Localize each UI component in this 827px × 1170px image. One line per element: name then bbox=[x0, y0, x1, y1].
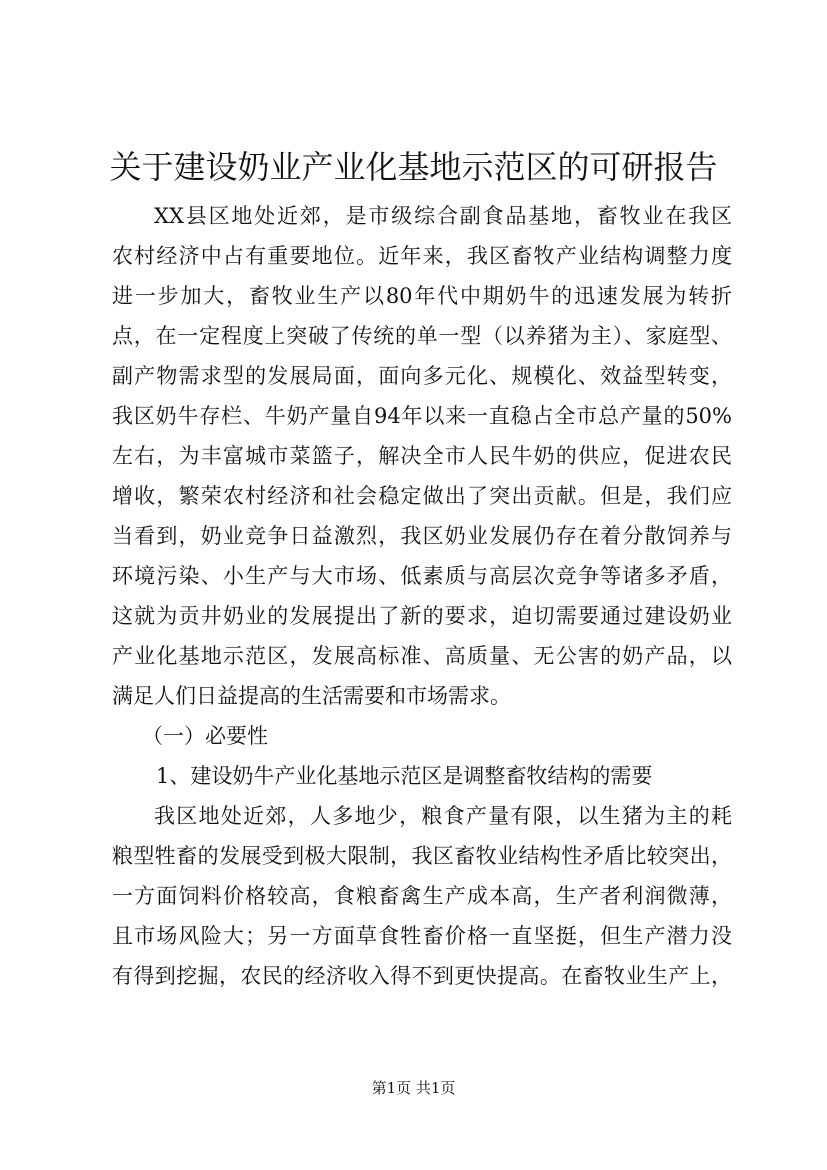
page-footer: 第1页 共1页 bbox=[371, 1079, 456, 1097]
paragraph-line: 粮型牲畜的发展受到极大限制，我区畜牧业结构性矛盾比较突出， bbox=[112, 844, 732, 868]
paragraph-line: 左右，为丰富城市菜篮子，解决全市人民牛奶的供应，促进农民 bbox=[112, 444, 732, 468]
paragraph-line: 我区地处近郊，人多地少，粮食产量有限，以生猪为主的耗 bbox=[154, 804, 732, 828]
subsection-heading: 1、建设奶牛产业化基地示范区是调整畜牧结构的需要 bbox=[156, 764, 653, 788]
document-body bbox=[112, 196, 732, 996]
document-title: 关于建设奶业产业化基地示范区的可研报告 bbox=[109, 148, 718, 186]
paragraph-line: 产业化基地示范区，发展高标准、高质量、无公害的奶产品，以 bbox=[112, 644, 732, 668]
paragraph-line: 满足人们日益提高的生活需要和市场需求。 bbox=[112, 684, 511, 708]
paragraph-line: 增收，繁荣农村经济和社会稳定做出了突出贡献。但是，我们应 bbox=[112, 484, 732, 508]
paragraph-line: 有得到挖掘，农民的经济收入得不到更快提高。在畜牧业生产上， bbox=[112, 964, 732, 988]
paragraph-line: 且市场风险大；另一方面草食牲畜价格一直坚挺，但生产潜力没 bbox=[112, 924, 732, 948]
paragraph-line: 一方面饲料价格较高，食粮畜禽生产成本高，生产者利润微薄， bbox=[112, 884, 732, 908]
paragraph-line: 环境污染、小生产与大市场、低素质与高层次竞争等诸多矛盾， bbox=[112, 564, 732, 588]
paragraph-line: 点，在一定程度上突破了传统的单一型（以养猪为主）、家庭型、 bbox=[112, 324, 732, 348]
paragraph-line: 这就为贡井奶业的发展提出了新的要求，迫切需要通过建设奶业 bbox=[112, 604, 732, 628]
section-heading: （一）必要性 bbox=[142, 724, 268, 748]
paragraph-line: 进一步加大，畜牧业生产以80年代中期奶牛的迅速发展为转折 bbox=[112, 284, 732, 308]
paragraph-line: 农村经济中占有重要地位。近年来，我区畜牧产业结构调整力度 bbox=[112, 244, 732, 268]
paragraph-line: 我区奶牛存栏、牛奶产量自94年以来一直稳占全市总产量的50% bbox=[112, 404, 732, 428]
paragraph-line: 当看到，奶业竞争日益激烈，我区奶业发展仍存在着分散饲养与 bbox=[112, 524, 732, 548]
paragraph-line: XX县区地处近郊，是市级综合副食品基地，畜牧业在我区 bbox=[154, 204, 732, 228]
paragraph-line: 副产物需求型的发展局面，面向多元化、规模化、效益型转变， bbox=[112, 364, 732, 388]
